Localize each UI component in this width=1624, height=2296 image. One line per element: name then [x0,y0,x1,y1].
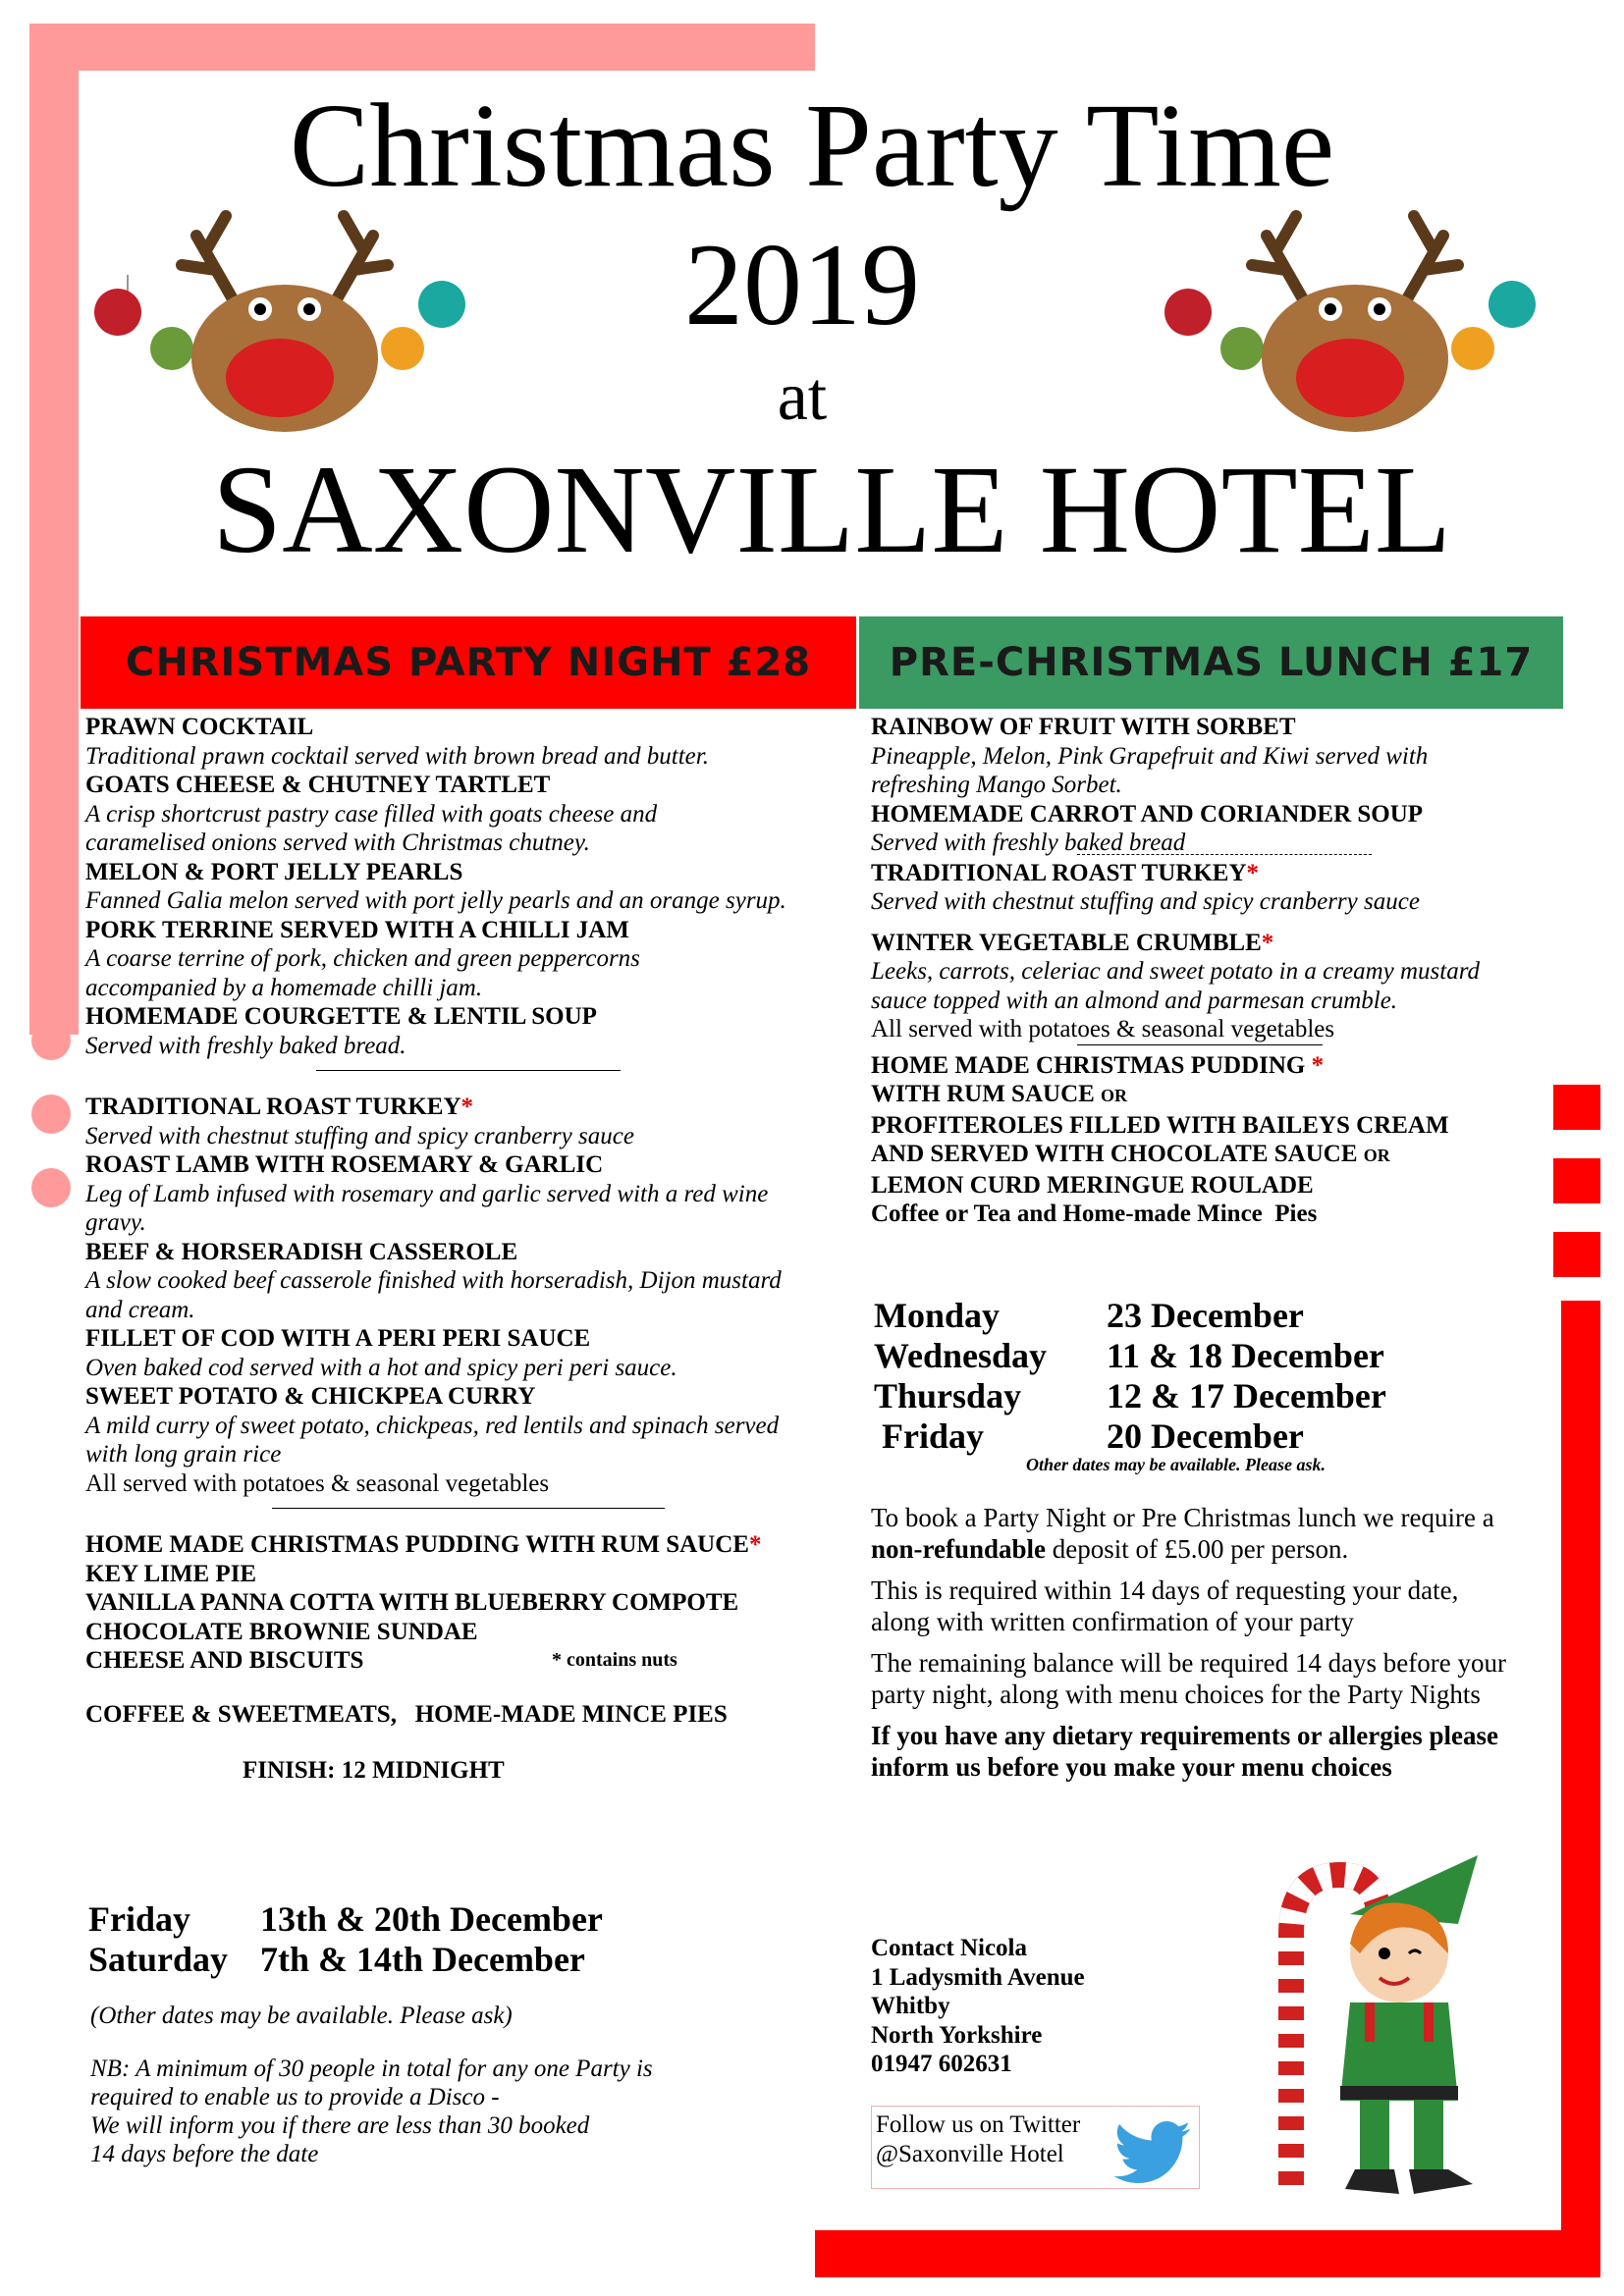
nb-line: required to enable us to provide a Disco - [90,2084,500,2110]
dish-desc: Served with freshly baked bread [871,829,1186,856]
booking-balance: The remaining balance will be required 14 days before your party night, along with menu choices for the Party Nights [871,1648,1506,1709]
red-square [1553,1085,1600,1130]
starter [85,713,851,771]
day: Friday [88,1899,190,1939]
party-menu [85,713,851,1786]
party-nb [90,2055,653,2168]
dish-desc: Fanned Galia melon served with port jelly pearls and an orange syrup. [85,887,786,914]
text: deposit of £5.00 per person. [1046,1534,1349,1564]
pink-dot [31,1095,71,1134]
dessert: WITH RUM SAUCE [871,1081,1095,1107]
coffee: Coffee or Tea and Home-made Mince Pies [871,1201,1318,1227]
dish-desc: A coarse terrine of pork, chicken and green peppercorns accompanied by a homemade chilli jam. [85,945,640,1001]
date: 12 & 17 December [1107,1376,1386,1415]
lunch-header: PRE-CHRISTMAS LUNCH £17 [859,616,1563,709]
hotel-name: SAXONVILLE HOTEL [212,440,1451,579]
day: Thursday [874,1376,1022,1415]
mains-note: All served with potatoes & seasonal vegetables [871,1016,1335,1042]
pink-dot [31,1021,71,1060]
date: 11 & 18 December [1107,1336,1384,1375]
day: Friday [882,1416,984,1456]
nb-line: We will inform you if there are less than 30 booked [90,2112,590,2139]
finish-time: FINISH: 12 MIDNIGHT [243,1757,505,1784]
coffee: COFFEE & SWEETMEATS, HOME-MADE MINCE PIES [85,1700,728,1728]
main [85,1324,851,1382]
dish-name: ROAST LAMB WITH ROSEMARY & GARLIC [85,1151,604,1178]
dish-name: TRADITIONAL ROAST TURKEY [871,859,1247,886]
booking-deposit [871,1502,1509,1565]
contact-line: Whitby [871,1993,950,2019]
date-row [874,1336,1386,1376]
party-night-header: CHRISTMAS PARTY NIGHT £28 [81,616,856,709]
dish-desc: Served with chestnut stuffing and spicy cranberry sauce [871,888,1420,915]
nuts-marker: * [748,1531,762,1558]
dish-name: SWEET POTATO & CHICKPEA CURRY [85,1383,536,1410]
pink-dot [31,1168,71,1207]
dish-desc: A slow cooked beef casserole finished with horseradish, Dijon mustard and cream. [85,1267,782,1323]
dish-name: GOATS CHEESE & CHUTNEY TARTLET [85,772,551,798]
date-row [874,1416,1386,1457]
dish-name: MELON & PORT JELLY PEARLS [85,858,463,885]
text: To book a Party Night or Pre Christmas lunch we require a [871,1503,1494,1532]
dish-name: BEEF & HORSERADISH CASSEROLE [85,1238,518,1265]
main [85,1093,851,1150]
starter [85,916,851,1003]
day: Wednesday [874,1336,1048,1375]
date-row [88,1940,603,1980]
dish-desc: Oven baked cod served with a hot and spicy peri peri sauce. [85,1354,677,1381]
dessert: CHEESE AND BISCUITS [85,1647,364,1674]
lunch-menu [871,713,1548,1229]
frame-bottom-red [815,2230,1600,2277]
dish-name: FILLET OF COD WITH A PERI PERI SAUCE [85,1325,591,1352]
party-dates [88,1899,603,1980]
date: 7th & 14th December [260,1940,585,1979]
nb-line: 14 days before the date [90,2141,319,2167]
dish-name: TRADITIONAL ROAST TURKEY [85,1094,461,1120]
starter [85,858,851,916]
twitter-box[interactable] [871,2106,1200,2189]
dish-desc: Traditional prawn cocktail served with brown bread and butter. [85,742,709,770]
divider [272,1508,665,1509]
dish-desc: Leeks, carrots, celeriac and sweet potato in a creamy mustard sauce topped with an almond and parmesan crumble. [871,958,1481,1014]
non-refundable: non-refundable [871,1534,1047,1564]
day: Saturday [88,1940,229,1979]
twitter-handle[interactable]: @Saxonville Hotel [876,2141,1064,2167]
main [85,1238,851,1325]
dessert: PROFITEROLES FILLED WITH BAILEYS CREAM [871,1111,1449,1139]
twitter-label: Follow us on Twitter [876,2111,1081,2138]
mains-note: All served with potatoes & seasonal vegetables [85,1469,550,1497]
date-row [874,1296,1386,1336]
frame-top-pink [29,24,815,71]
title-at: at [777,359,828,435]
booking-deadline: This is required within 14 days of requesting your date, along with written confirmation of your party [871,1575,1459,1636]
dish-name: PORK TERRINE SERVED WITH A CHILLI JAM [85,916,629,943]
dish-desc: A crisp shortcrust pastry case filled with goats cheese and caramelised onions served with Christmas chutney. [85,800,658,856]
dessert: HOME MADE CHRISTMAS PUDDING WITH RUM SAUCE [85,1531,749,1558]
date: 13th & 20th December [260,1899,603,1939]
day: Monday [874,1296,1001,1335]
dessert: CHOCOLATE BROWNIE SUNDAE [85,1618,478,1645]
divider [316,1070,621,1071]
nuts-marker: * [1246,859,1260,886]
dessert: AND SERVED WITH CHOCOLATE SAUCE [871,1141,1358,1167]
dessert: VANILLA PANNA COTTA WITH BLUEBERRY COMPOTE [85,1589,739,1616]
party-other-dates: (Other dates may be available. Please ask) [90,2002,513,2029]
dessert: HOME MADE CHRISTMAS PUDDING [871,1051,1306,1079]
or-label: OR [1363,1146,1390,1165]
starter [85,1002,851,1060]
contact-line: North Yorkshire [871,2021,1043,2049]
contact-phone: 01947 602631 [871,2051,1012,2077]
booking-info [871,1502,1509,1783]
dish-desc: A mild curry of sweet potato, chickpeas, red lentils and spinach served with long grain rice [85,1412,780,1468]
main [85,1150,851,1238]
lunch-other-dates: Other dates may be available. Please ask. [1026,1455,1326,1474]
dietary-note: If you have any dietary requirements or allergies please inform us before you make your menu choices [871,1721,1498,1782]
date: 20 December [1107,1416,1304,1456]
divider [1077,1044,1323,1045]
dish-name: HOMEMADE CARROT AND CORIANDER SOUP [871,800,1424,828]
dessert: LEMON CURD MERINGUE ROULADE [871,1171,1314,1199]
date-row [874,1376,1386,1416]
main [85,1382,851,1469]
dish-desc: Pineapple, Melon, Pink Grapefruit and Kiwi served with refreshing Mango Sorbet. [871,742,1429,798]
title-line1: Christmas Party Time [289,80,1335,212]
dessert: KEY LIME PIE [85,1560,257,1587]
date: 23 December [1107,1296,1304,1335]
dish-name: RAINBOW OF FRUIT WITH SORBET [871,714,1296,740]
nuts-note: * contains nuts [552,1649,677,1671]
title-year: 2019 [684,219,920,349]
twitter-bird-icon [1106,2121,1199,2185]
nb-line: NB: A minimum of 30 people in total for any one Party is [90,2056,653,2082]
starter [85,771,851,858]
nuts-marker: * [460,1094,474,1120]
contact-line: Contact Nicola [871,1935,1027,1961]
date-row [88,1899,603,1940]
red-square [1553,1158,1600,1203]
dish-name: PRAWN COCKTAIL [85,714,314,740]
contact-line: 1 Ladysmith Avenue [871,1963,1085,1991]
lunch-dates [874,1296,1386,1457]
dish-desc: Served with chestnut stuffing and spicy cranberry sauce [85,1122,634,1149]
or-label: OR [1101,1086,1128,1105]
frame-right-red [1561,1301,1600,2277]
elf-illustration-icon [1232,1845,1507,2209]
nuts-marker: * [1311,1051,1325,1079]
dish-desc: Leg of Lamb infused with rosemary and garlic served with a red wine gravy. [85,1180,769,1236]
dish-name: WINTER VEGETABLE CRUMBLE [871,929,1262,956]
dish-desc: Served with freshly baked bread. [85,1032,406,1059]
contact [871,1934,1085,2079]
red-square [1553,1232,1600,1277]
dish-name: HOMEMADE COURGETTE & LENTIL SOUP [85,1003,597,1030]
nuts-marker: * [1261,929,1274,956]
